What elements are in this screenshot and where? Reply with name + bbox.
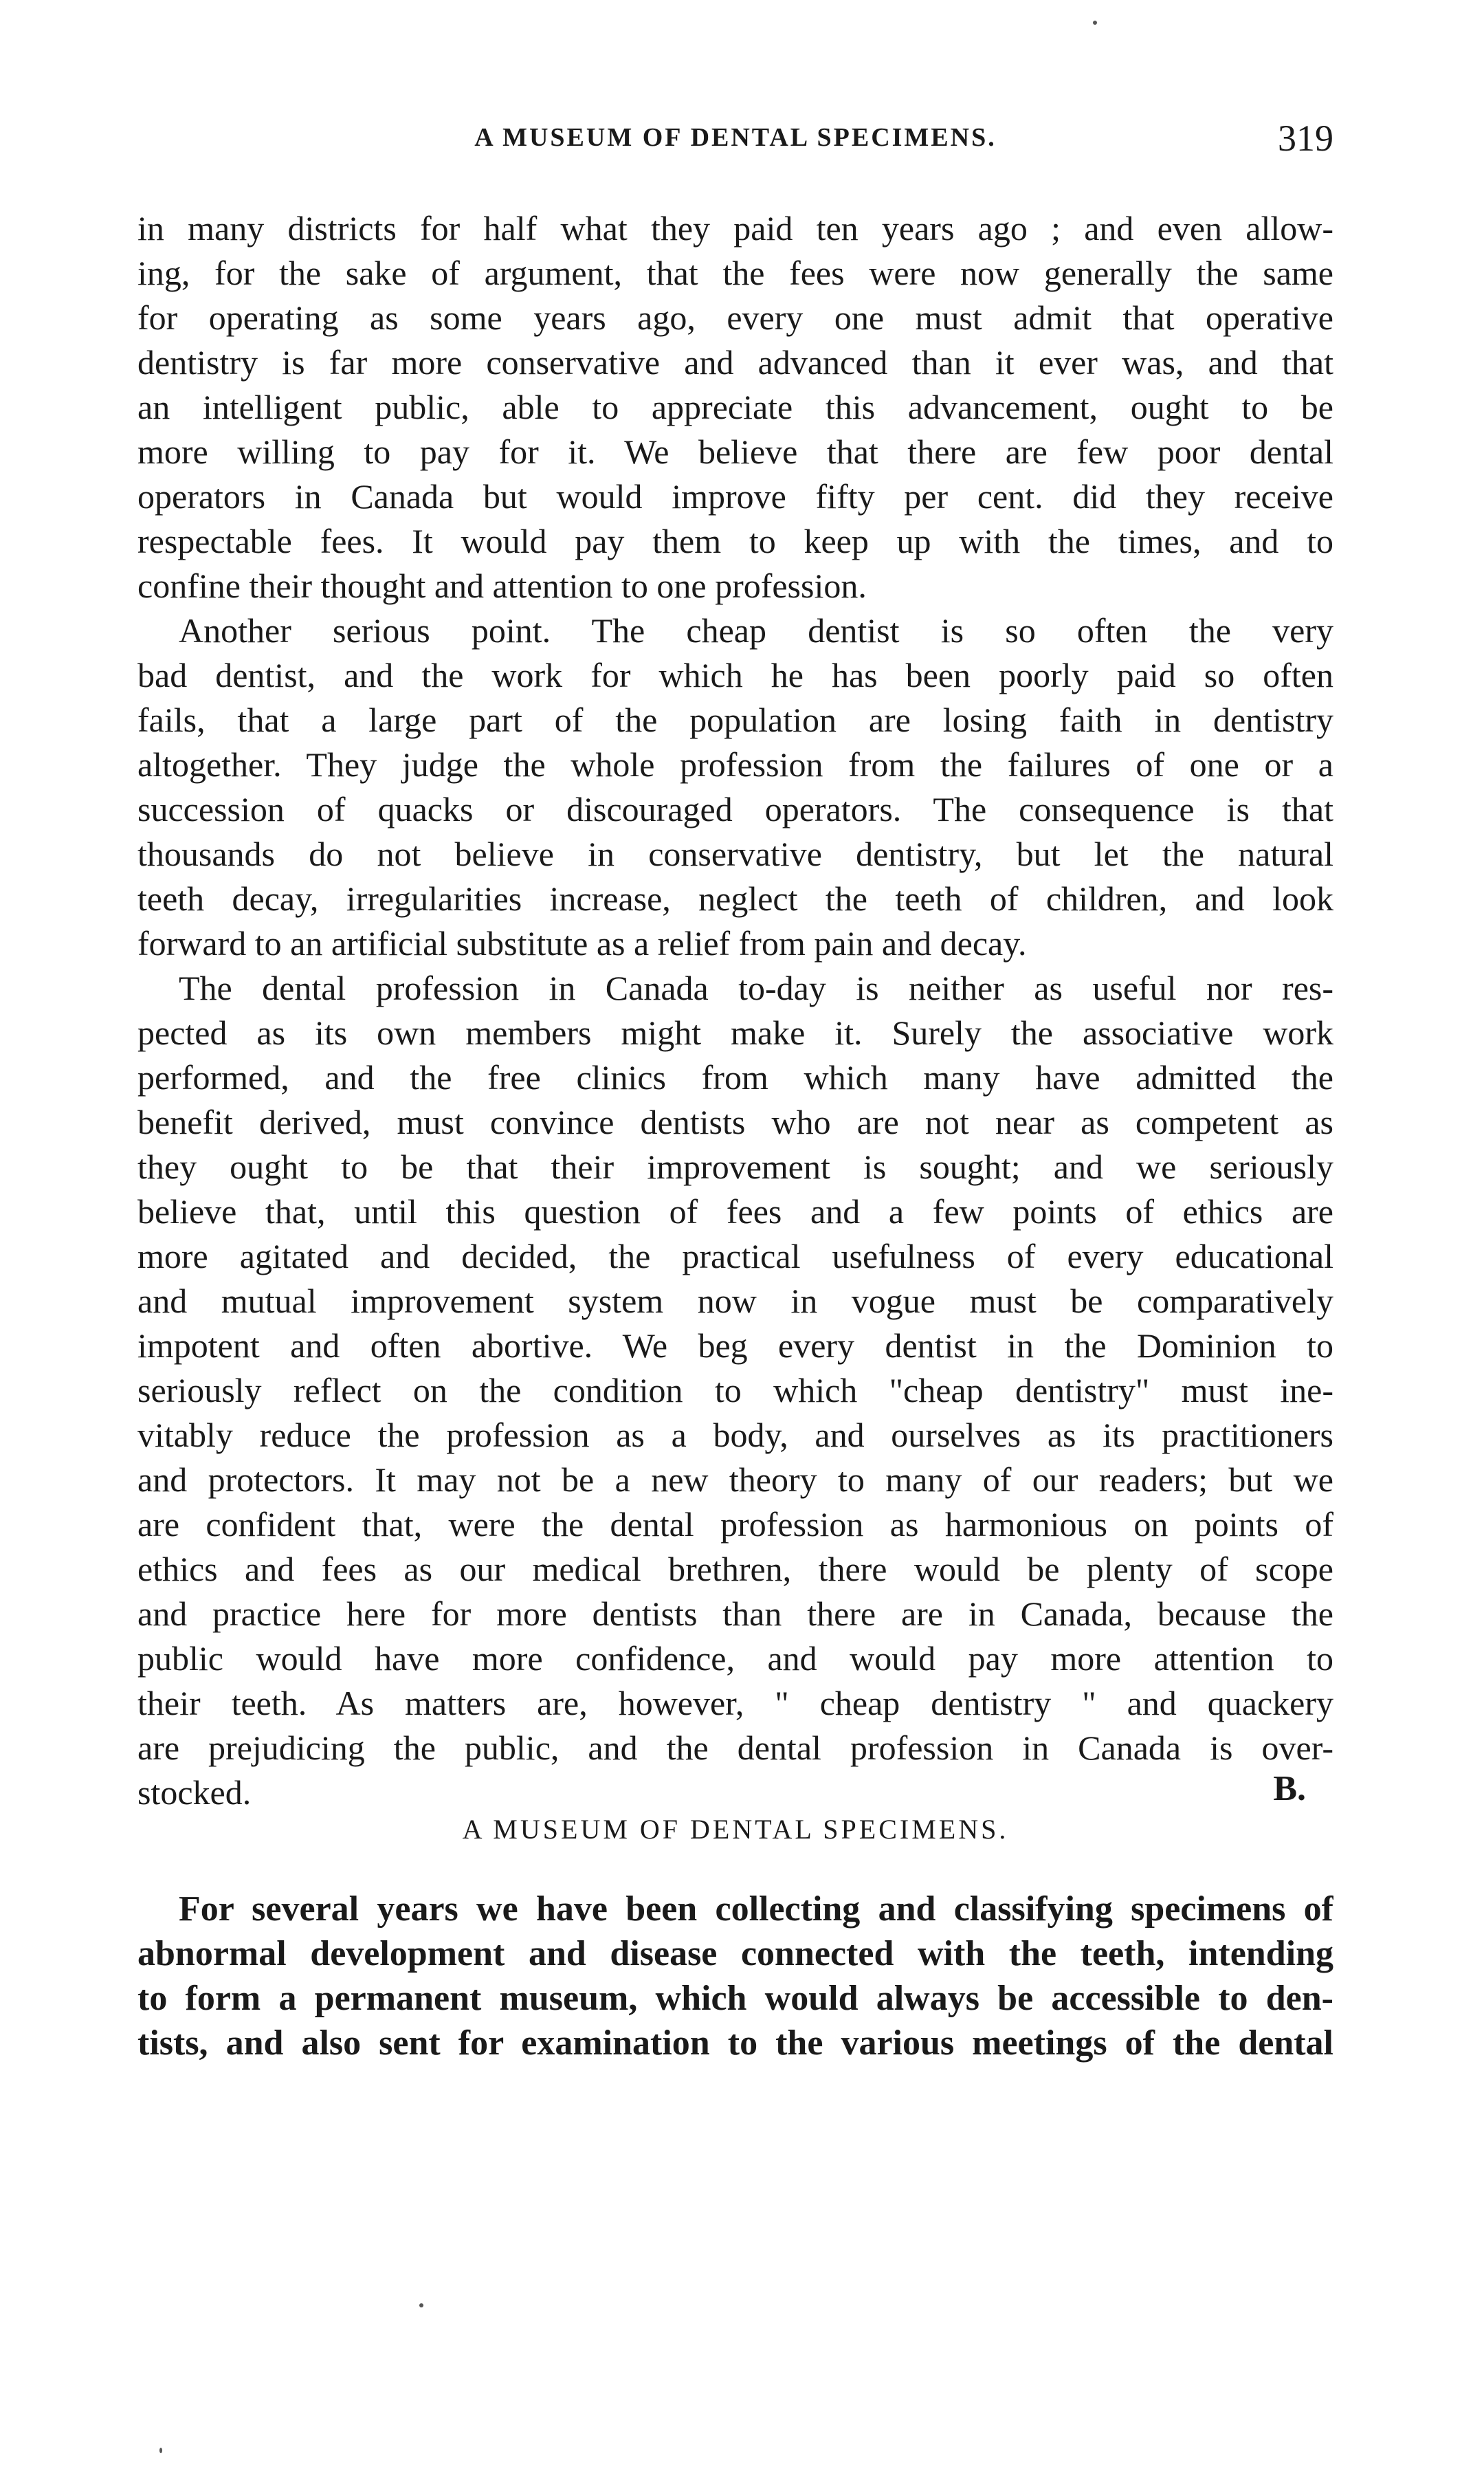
text-line: teeth decay, irregularities increase, neglect the teeth of children, and look: [137, 879, 1333, 918]
text-line: dentistry is far more conservative and advanced than it ever was, and that: [137, 343, 1333, 382]
text-line: their teeth. As matters are, however, " cheap dentistry " and quackery: [137, 1684, 1333, 1722]
text-line: thousands do not believe in conservative dentistry, but let the natural: [137, 835, 1333, 873]
text-line: an intelligent public, able to appreciate this advancement, ought to be: [137, 388, 1333, 426]
text-line: ing, for the sake of argument, that the fees were now generally the same: [137, 254, 1333, 292]
text-line: vitably reduce the profession as a body, and ourselves as its practitioners: [137, 1416, 1333, 1454]
running-header-title: A MUSEUM OF DENTAL SPECIMENS.: [474, 123, 997, 152]
text-line: pected as its own members might make it. Surely the associative work: [137, 1013, 1333, 1052]
text-line: The dental profession in Canada to-day is neither as useful nor res-: [179, 969, 1333, 1007]
signoff-line: [137, 1770, 1333, 1815]
text-line: performed, and the free clinics from which many have admitted the: [137, 1058, 1333, 1097]
text-line: to form a permanent museum, which would always be accessible to den-: [137, 1979, 1333, 2018]
running-header: [137, 118, 1333, 171]
text-line: respectable fees. It would pay them to keep up with the times, and to: [137, 522, 1333, 560]
text-line: abnormal development and disease connected with the teeth, intending: [137, 1934, 1333, 1973]
paper-speck: [419, 2303, 423, 2307]
text-line: bad dentist, and the work for which he has been poorly paid so often: [137, 656, 1333, 694]
paper-speck: [159, 2448, 162, 2453]
text-line: are confident that, were the dental profession as harmonious on points of: [137, 1505, 1333, 1544]
text-line: benefit derived, must convince dentists who are not near as competent as: [137, 1103, 1333, 1141]
text-line: for operating as some years ago, every one must admit that operative: [137, 298, 1333, 337]
text-line: altogether. They judge the whole profession from the failures of one or a: [137, 745, 1333, 784]
text-line: in many districts for half what they paid ten years ago ; and even allow-: [137, 209, 1333, 248]
section-title: A MUSEUM OF DENTAL SPECIMENS.: [462, 1814, 1009, 1845]
paper-speck: [1093, 21, 1097, 25]
text-line: are prejudicing the public, and the dental profession in Canada is over-: [137, 1729, 1333, 1767]
text-line: impotent and often abortive. We beg every dentist in the Dominion to: [137, 1326, 1333, 1365]
text-line: more agitated and decided, the practical usefulness of every educational: [137, 1237, 1333, 1275]
signoff-text: stocked.: [137, 1773, 252, 1812]
page-body: [137, 206, 1333, 2065]
text-line: public would have more confidence, and would pay more attention to: [137, 1639, 1333, 1678]
text-line: confine their thought and attention to one profession.: [137, 567, 867, 605]
author-signature: B.: [1273, 1770, 1306, 1808]
text-line: and protectors. It may not be a new theory to many of our readers; but we: [137, 1460, 1333, 1499]
text-line: more willing to pay for it. We believe that there are few poor dental: [137, 432, 1333, 471]
text-line: Another serious point. The cheap dentist is so often the very: [179, 611, 1333, 650]
paragraph-museum: [137, 1887, 1333, 2065]
text-line: tists, and also sent for examination to the various meetings of the dental: [137, 2023, 1333, 2063]
text-line: they ought to be that their improvement is sought; and we seriously: [137, 1148, 1333, 1186]
text-line: ethics and fees as our medical brethren, there would be plenty of scope: [137, 1550, 1333, 1588]
text-line: operators in Canada but would improve fifty per cent. did they receive: [137, 477, 1333, 516]
text-line: and mutual improvement system now in vogue must be comparatively: [137, 1282, 1333, 1320]
paragraph-dental-profession: [137, 966, 1333, 1815]
text-line: and practice here for more dentists than there are in Canada, because the: [137, 1594, 1333, 1633]
text-line: fails, that a large part of the population are losing faith in dentistry: [137, 701, 1333, 739]
text-line: forward to an artificial substitute as a relief from pain and decay.: [137, 924, 1027, 963]
paragraph-cheap-dentist: [137, 608, 1333, 966]
page-number: 319: [1278, 118, 1333, 159]
text-line: seriously reflect on the condition to which "cheap dentistry" must ine-: [137, 1371, 1333, 1409]
text-line: believe that, until this question of fees and a few points of ethics are: [137, 1192, 1333, 1231]
text-line: For several years we have been collecting and classifying specimens of: [179, 1889, 1333, 1929]
text-line: succession of quacks or discouraged operators. The consequence is that: [137, 790, 1333, 829]
paragraph-fees-continued: [137, 206, 1333, 608]
